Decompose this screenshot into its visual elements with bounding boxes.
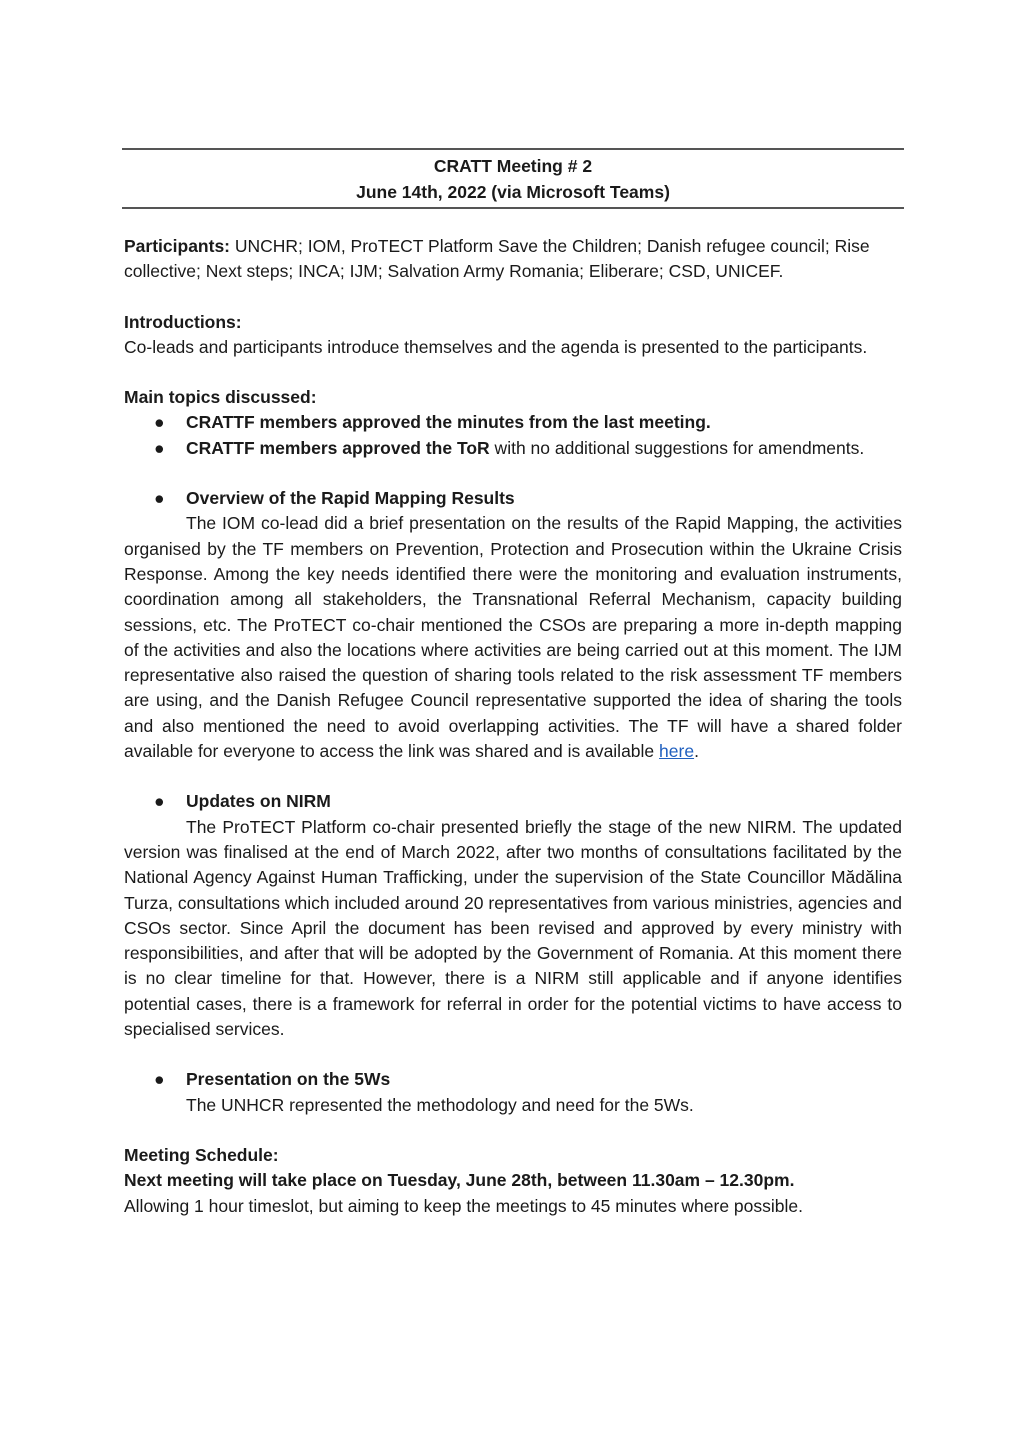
list-item <box>124 789 902 814</box>
introductions-text: Co-leads and participants introduce themselves and the agenda is presented to the participants. <box>124 336 868 357</box>
bullet-icon: ● <box>154 437 165 458</box>
participants-paragraph <box>124 234 902 285</box>
mapping-text <box>124 511 902 764</box>
introductions-heading: Introductions: <box>124 311 242 332</box>
list-item <box>124 436 902 461</box>
list-item <box>124 1067 902 1092</box>
mapping-end: . <box>694 741 699 762</box>
bullet-icon: ● <box>154 1069 165 1090</box>
list-item <box>124 410 902 435</box>
next-meeting-text: Next meeting will take place on Tuesday, June 28th, between 11.30am – 12.30pm. <box>124 1170 795 1191</box>
schedule-heading: Meeting Schedule: <box>124 1144 279 1165</box>
main-topics-heading: Main topics discussed: <box>124 387 317 408</box>
fivews-heading: Presentation on the 5Ws <box>186 1069 391 1090</box>
bullet-icon: ● <box>154 412 165 433</box>
topic-minutes-approved: CRATTF members approved the minutes from the last meeting. <box>186 412 711 433</box>
participants-label: Participants: <box>124 236 230 256</box>
shared-folder-link[interactable]: here <box>659 741 695 762</box>
bullet-icon: ● <box>154 791 165 812</box>
mapping-heading: Overview of the Rapid Mapping Results <box>186 488 515 509</box>
nirm-section <box>124 789 902 814</box>
document-body <box>124 148 902 1219</box>
mapping-section <box>124 486 902 511</box>
schedule-note: Allowing 1 hour timeslot, but aiming to keep the meetings to 45 minutes where possible. <box>124 1195 803 1216</box>
nirm-text: The ProTECT Platform co-chair presented briefly the stage of the new NIRM. The updated version was finalised at the end of March 2022, after two months of consultations facilitated by the National Agency Against Human Trafficking, under the supervision of the State Councillor Mădălina Turza, consultations which included around 20 representatives from various ministries, agencies and CSOs sector. Since April the document has been revised and approved by every ministry with responsibilities, and after that will be adopted by the Government of Romania. At this moment there is no clear timeline for that. However, there is a NIRM still applicable and if anyone identifies potential cases, there is a framework for referral in order for the potential victims to have access to specialised services. <box>124 816 902 1040</box>
participants-text: UNCHR; IOM, ProTECT Platform Save the Children; Danish refugee council; Rise collective; Next steps; INCA; IJM; Salvation Army Romania; Eliberare; CSD, UNICEF. <box>124 236 870 282</box>
fivews-text: The UNHCR represented the methodology and need for the 5Ws. <box>186 1094 694 1115</box>
topic-tor-rest: with no additional suggestions for amendments. <box>489 437 865 458</box>
meeting-header <box>122 148 904 209</box>
bullet-icon: ● <box>154 488 165 509</box>
mapping-body: The IOM co-lead did a brief presentation on the results of the Rapid Mapping, the activities organised by the TF members on Prevention, Protection and Prosecution within the Ukraine Crisis Response. Among the key needs identified there were the monitoring and evaluation instruments, coordination among all stakeholders, the Transnational Referral Mechanism, capacity building sessions, etc. The ProTECT co-chair mentioned the CSOs are preparing a more in-depth mapping of the activities and also the locations where activities are being carried out at this moment. The IJM representative also raised the question of sharing tools related to the risk assessment TF members are using, and the Danish Refugee Council representative supported the idea of sharing the tools and also mentioned the need to avoid overlapping activities. The TF will have a shared folder available for everyone to access the link was shared and is available <box>124 513 902 762</box>
meeting-title: CRATT Meeting # 2 <box>433 156 593 176</box>
topics-list <box>124 410 902 461</box>
list-item <box>124 486 902 511</box>
meeting-date: June 14th, 2022 (via Microsoft Teams) <box>356 182 670 202</box>
topic-tor-approved: CRATTF members approved the ToR <box>186 437 490 458</box>
fivews-section <box>124 1067 902 1092</box>
nirm-heading: Updates on NIRM <box>186 791 331 812</box>
